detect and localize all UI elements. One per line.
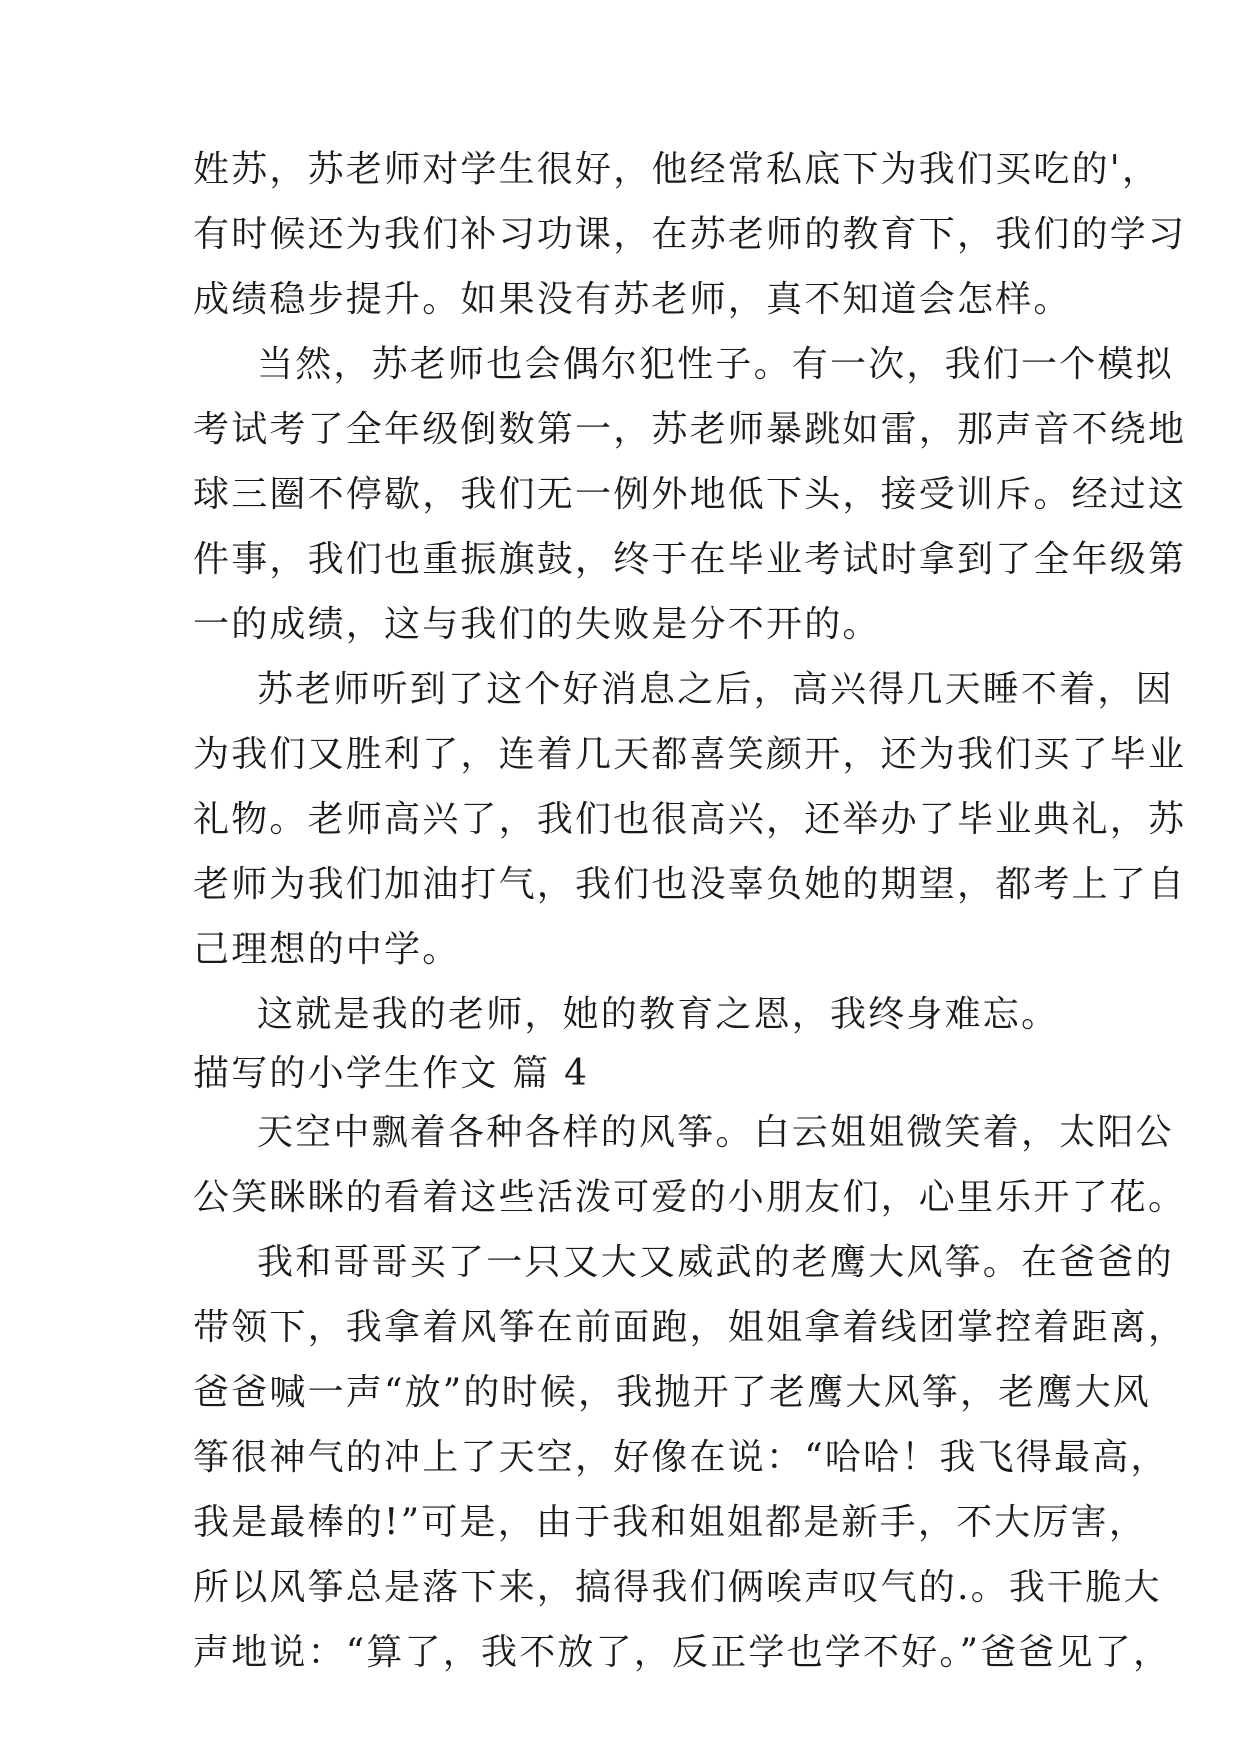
section-heading: 描写的小学生作文 篇 4: [193, 1053, 590, 1094]
text-line: 礼物。老师高兴了，我们也很高兴，还举办了毕业典礼，苏: [193, 799, 1187, 840]
text-line: 成绩稳步提升。如果没有苏老师，真不知道会怎样。: [193, 279, 1072, 320]
paragraph-start-line: 当然，苏老师也会偶尔犯性子。有一次，我们一个模拟: [257, 344, 1174, 385]
text-line: 我是最棒的!”可是，由于我和姐姐都是新手，不大厉害，: [193, 1502, 1148, 1543]
text-line: 声地说：“算了，我不放了，反正学也学不好。”爸爸见了，: [193, 1632, 1172, 1673]
text-line: 有时候还为我们补习功课，在苏老师的教育下，我们的学习: [193, 214, 1187, 255]
text-line: 带领下，我拿着风筝在前面跑，姐姐拿着线团掌控着距离，: [193, 1307, 1187, 1348]
text-line: 球三圈不停歇，我们无一例外地低下头，接受训斥。经过这: [193, 474, 1187, 515]
text-line: 件事，我们也重振旗鼓，终于在毕业考试时拿到了全年级第: [193, 539, 1187, 580]
text-line: 一的成绩，这与我们的失败是分不开的。: [193, 604, 881, 645]
paragraph-start-line: 苏老师听到了这个好消息之后，高兴得几天睡不着，因: [257, 669, 1174, 710]
text-line: 老师为我们加油打气，我们也没辜负她的期望，都考上了自: [193, 864, 1187, 905]
text-line: 爸爸喊一声“放”的时候，我抛开了老鹰大风筝，老鹰大风: [193, 1372, 1152, 1413]
text-line: 所以风筝总是落下来，搞得我们俩唉声叹气的.。我干脆大: [193, 1567, 1162, 1608]
text-line: 考试考了全年级倒数第一，苏老师暴跳如雷，那声音不绕地: [193, 409, 1187, 450]
text-line: 为我们又胜利了，连着几天都喜笑颜开，还为我们买了毕业: [193, 734, 1187, 775]
text-line: 公笑眯眯的看着这些活泼可爱的小朋友们，心里乐开了花。: [193, 1177, 1187, 1218]
paragraph-start-line: 天空中飘着各种各样的风筝。白云姐姐微笑着，太阳公: [257, 1112, 1174, 1153]
paragraph-start-line: 这就是我的老师，她的教育之恩，我终身难忘。: [257, 994, 1060, 1035]
text-line: 筝很神气的冲上了天空，好像在说：“哈哈！我飞得最高，: [193, 1437, 1169, 1478]
paragraph-start-line: 我和哥哥买了一只又大又威武的老鹰大风筝。在爸爸的: [257, 1242, 1174, 1283]
text-line: 姓苏，苏老师对学生很好，他经常私底下为我们买吃的'，: [193, 149, 1161, 190]
text-line: 己理想的中学。: [193, 929, 461, 970]
